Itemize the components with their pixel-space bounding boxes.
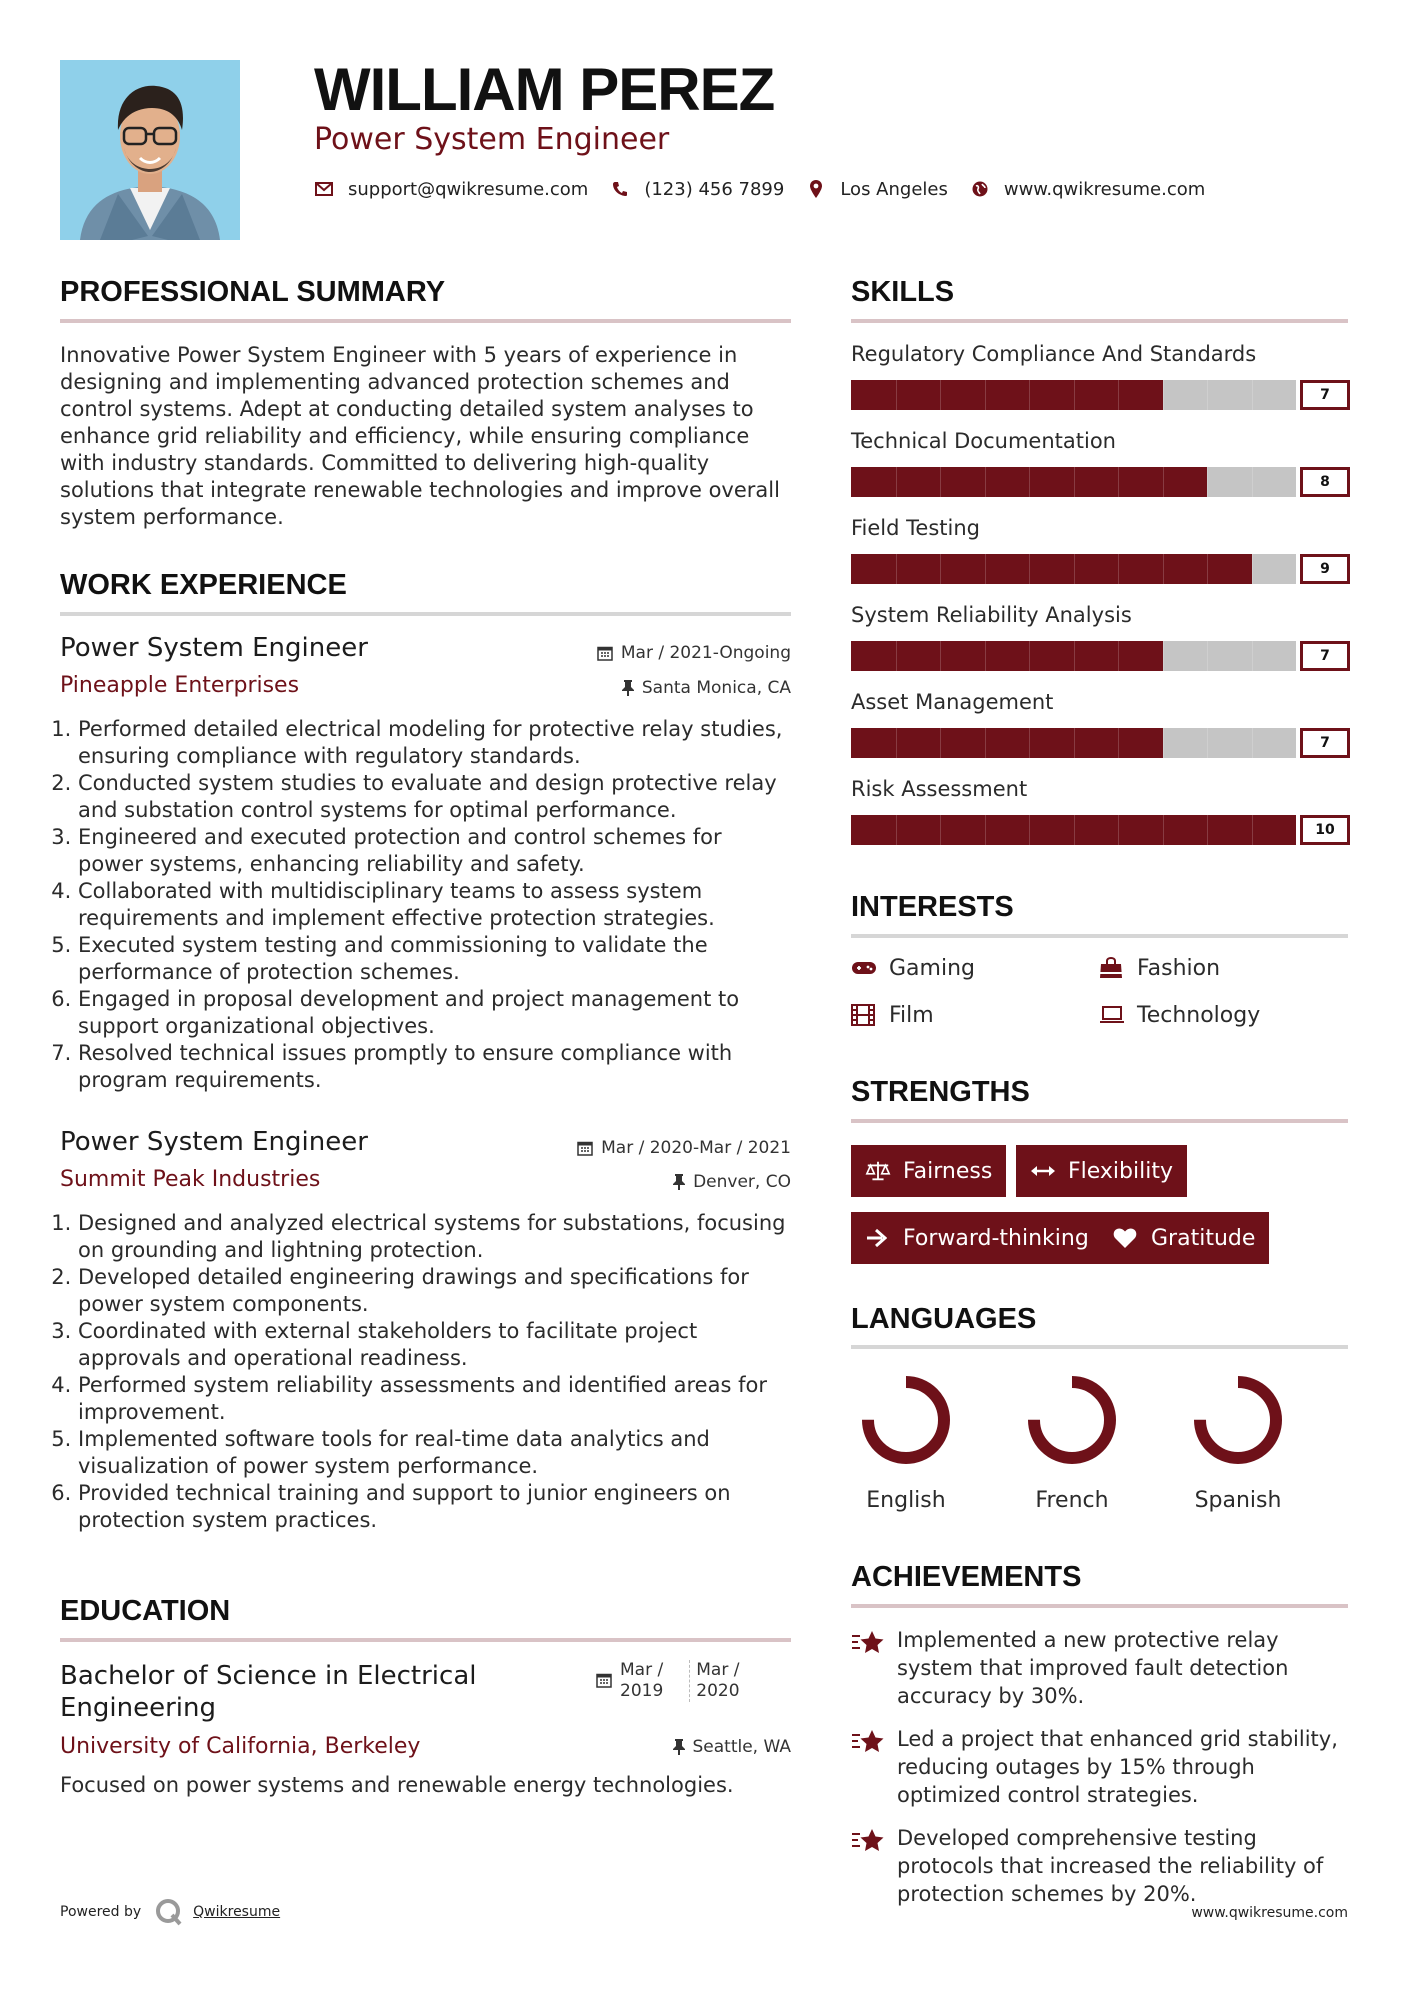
list-item: 1. Performed detailed electrical modeling for protective relay studies, ensuring compliance with regulatory standards. [78,716,791,770]
language-label: Spanish [1194,1488,1282,1513]
skill-bar-segment [896,641,897,671]
list-item: 2. Developed detailed engineering drawings and specifications for power system components. [78,1264,791,1318]
skill-bar-segment [1118,728,1119,758]
language-label: French [1035,1488,1109,1513]
interest-fashion [1099,953,1220,983]
skill-bar-segment [1074,380,1075,410]
contact-bar [314,176,1227,202]
skill-label: System Reliability Analysis [851,603,1132,627]
interest-label: Film [889,1002,934,1028]
skill-bar-segment [1029,815,1030,845]
job-1-location-text: Santa Monica, CA [641,678,791,698]
education-description: Focused on power systems and renewable energy technologies. [60,1773,734,1797]
list-item: 7. Resolved technical issues promptly to ensure compliance with program requirements. [78,1040,791,1094]
skill-bar-segment [1118,380,1119,410]
skill-bar-fill [851,728,1163,758]
interest-film [851,1000,934,1030]
language-level-arc [868,1382,944,1458]
skill-bar-segment [985,467,986,497]
skill-bar-segment [1118,467,1119,497]
candidate-name: WILLIAM PEREZ [314,56,775,123]
strength-forward-thinking [851,1212,1103,1264]
job-1-dates-text: Mar / 2021-Ongoing [620,643,791,663]
skill-bar-segment [940,641,941,671]
education-divider [60,1638,791,1642]
skill-bar-segment [940,554,941,584]
footer-powered-by [60,1898,280,1926]
achievements-divider [851,1604,1348,1608]
skill-bar [851,815,1296,845]
skill-bar-segment [1163,641,1164,671]
list-item: 6. Provided technical training and support to junior engineers on protection system practices. [78,1480,791,1534]
job-2-company: Summit Peak Industries [60,1167,321,1192]
list-item: 5. Executed system testing and commissioning to validate the performance of protection schemes. [78,932,791,986]
powered-by-label: Powered by [60,1904,142,1920]
skill-bar-segment [940,467,941,497]
skill-bar-fill [851,554,1252,584]
shopping-bag-icon [1099,957,1125,979]
skill-bar-segment [940,815,941,845]
languages-heading: LANGUAGES [851,1303,1037,1335]
education-start-line-2: 2019 [620,1681,664,1701]
pushpin-icon [622,680,634,696]
job-2-location-text: Denver, CO [693,1172,791,1192]
skill-bar-segment [1252,554,1253,584]
job-2-dates-text: Mar / 2020-Mar / 2021 [601,1138,791,1158]
skill-bar-segment [1074,467,1075,497]
contact-phone[interactable]: (123) 456 7899 [644,178,785,200]
education-dates [596,1660,740,1702]
skill-label: Regulatory Compliance And Standards [851,342,1257,366]
interest-technology [1099,1000,1260,1030]
skill-bar [851,728,1296,758]
achievement-item [851,1725,1342,1809]
skill-bar-segment [1118,641,1119,671]
summary-divider [60,319,791,323]
skill-bar-segment [1029,467,1030,497]
contact-website[interactable]: www.qwikresume.com [1003,178,1206,200]
skill-bar-segment [985,728,986,758]
candidate-title: Power System Engineer [314,122,670,157]
skill-bar-segment [1074,641,1075,671]
skill-bar-segment [1163,467,1164,497]
skill-label: Asset Management [851,690,1054,714]
skill-score: 10 [1300,815,1350,845]
envelope-icon [314,179,334,199]
language-item [1012,1370,1132,1513]
language-item [1178,1370,1298,1513]
pushpin-icon [673,1174,685,1190]
job-2-bullets [60,1210,791,1534]
strength-label: Flexibility [1068,1158,1173,1184]
language-label: English [866,1488,946,1513]
skill-bar [851,641,1296,671]
skill-bar-fill [851,380,1163,410]
job-1-bullets [60,716,791,1094]
contact-location: Los Angeles [840,178,948,200]
education-heading: EDUCATION [60,1595,231,1627]
skill-bar-segment [1207,641,1208,671]
list-item: 3. Coordinated with external stakeholders to facilitate project approvals and operational readiness. [78,1318,791,1372]
list-item: 2. Conducted system studies to evaluate and design protective relay and substation control systems for optimal performance. [78,770,791,824]
skill-bar-segment [1074,554,1075,584]
skill-bar-segment [1074,815,1075,845]
job-2-role: Power System Engineer [60,1127,368,1157]
language-level-arc [1034,1382,1110,1458]
strength-fairness [851,1145,1006,1197]
job-1-dates [500,642,791,664]
job-2-location [500,1171,791,1193]
skill-bar-segment [940,380,941,410]
skill-bar-segment [985,380,986,410]
skill-bar-segment [1029,641,1030,671]
profile-photo [60,60,240,240]
skill-bar-segment [1074,728,1075,758]
skill-label: Field Testing [851,516,980,540]
education-location [500,1736,791,1758]
skill-score: 7 [1300,728,1350,758]
skill-bar-segment [896,815,897,845]
qwikresume-logo-icon [155,1898,183,1926]
laptop-icon [1099,1004,1125,1026]
skill-bar-segment [1163,815,1164,845]
skill-bar-segment [1252,467,1253,497]
languages-divider [851,1345,1348,1349]
pushpin-icon [673,1739,685,1755]
education-end-line-2: 2020 [696,1681,740,1701]
skill-bar-segment [1118,815,1119,845]
list-item: 4. Collaborated with multidisciplinary teams to assess system requirements and implement effective protection strategies. [78,878,791,932]
education-location-text: Seattle, WA [692,1737,791,1757]
skill-bar-segment [1207,815,1208,845]
globe-icon [970,179,990,199]
skill-bar-segment [1207,467,1208,497]
skill-bar-segment [1163,554,1164,584]
strength-label: Forward-thinking [903,1225,1089,1251]
skill-score: 8 [1300,467,1350,497]
language-level-arc [1200,1382,1276,1458]
skill-bar-segment [1163,380,1164,410]
education-degree-line-2: Engineering [60,1693,216,1723]
skill-bar-segment [896,380,897,410]
calendar-icon [597,645,613,661]
education-end-line-1: Mar / [696,1660,740,1680]
strengths-heading: STRENGTHS [851,1076,1030,1108]
skill-bar [851,380,1296,410]
education-school: University of California, Berkeley [60,1734,421,1759]
summary-heading: PROFESSIONAL SUMMARY [60,276,446,308]
list-item: 4. Performed system reliability assessments and identified areas for improvement. [78,1372,791,1426]
language-item [846,1370,966,1513]
achievement-item [851,1626,1342,1710]
interest-gaming [851,953,975,983]
gamepad-icon [851,957,877,979]
job-2-dates [500,1137,791,1159]
job-1-location [500,677,791,699]
skill-bar-segment [1163,728,1164,758]
list-item: 5. Implemented software tools for real-time data analytics and visualization of power system performance. [78,1426,791,1480]
skill-score: 7 [1300,641,1350,671]
language-level-ring [1188,1370,1288,1470]
strength-gratitude [1099,1212,1269,1264]
skill-score: 7 [1300,380,1350,410]
skill-bar-segment [896,728,897,758]
skill-bar [851,554,1296,584]
skill-bar-segment [1252,815,1253,845]
language-level-ring [1022,1370,1122,1470]
achievement-text: Developed comprehensive testing protocols that increased the reliability of protection schemes by 20%. [897,1826,1324,1906]
list-item: 1. Designed and analyzed electrical systems for substations, focusing on grounding and lightning protection. [78,1210,791,1264]
skill-bar [851,467,1296,497]
achievement-text: Implemented a new protective relay system that improved fault detection accuracy by 30%. [897,1628,1289,1708]
skill-bar-fill [851,641,1163,671]
strength-flexibility [1016,1145,1187,1197]
education-degree [60,1660,500,1724]
interests-divider [851,934,1348,938]
experience-heading: WORK EXPERIENCE [60,569,347,601]
skill-bar-segment [896,554,897,584]
skill-bar-segment [1207,380,1208,410]
star-icon [851,1826,885,1856]
film-icon [851,1004,877,1026]
balance-scale-icon [865,1159,891,1183]
list-item: 3. Engineered and executed protection and control schemes for power systems, enhancing reliability and safety. [78,824,791,878]
job-1-role: Power System Engineer [60,633,368,663]
skill-bar-segment [1252,641,1253,671]
language-level-ring [856,1370,956,1470]
skill-bar-segment [1252,380,1253,410]
skill-bar-segment [985,554,986,584]
star-icon [851,1727,885,1757]
calendar-icon [596,1672,612,1688]
skill-bar-segment [1118,554,1119,584]
summary-text: Innovative Power System Engineer with 5 years of experience in designing and implementing advanced protection schemes and control systems. Adept at conducting detailed system analyses to enhance grid reliability and efficiency, while ensuring compliance with industry standards. Committed to delivering high-quality solutions that integrate renewable technologies and improve overall system performance. [60,343,780,529]
achievement-item [851,1824,1342,1908]
contact-email[interactable]: support@qwikresume.com [348,178,589,200]
footer-website[interactable]: www.qwikresume.com [1191,1905,1348,1921]
star-icon [851,1628,885,1658]
skill-label: Risk Assessment [851,777,1028,801]
map-marker-icon [806,179,826,199]
strength-label: Gratitude [1151,1225,1256,1251]
skill-bar-segment [1029,380,1030,410]
skill-bar-segment [985,815,986,845]
skills-divider [851,319,1348,323]
arrow-right-icon [865,1226,891,1250]
skill-bar-segment [896,467,897,497]
strengths-divider [851,1119,1348,1123]
achievements-heading: ACHIEVEMENTS [851,1561,1082,1593]
skill-bar-segment [1207,728,1208,758]
skill-bar-segment [1207,554,1208,584]
phone-icon [610,179,630,199]
job-1-company: Pineapple Enterprises [60,673,300,698]
achievement-text: Led a project that enhanced grid stability, reducing outages by 15% through optimized control strategies. [897,1727,1338,1807]
list-item: 6. Engaged in proposal development and project management to support organizational objectives. [78,986,791,1040]
skill-bar-segment [985,641,986,671]
education-start-line-1: Mar / [620,1660,664,1680]
skill-bar-segment [940,728,941,758]
heart-icon [1113,1226,1139,1250]
skill-score: 9 [1300,554,1350,584]
skill-label: Technical Documentation [851,429,1116,453]
skill-bar-segment [1029,728,1030,758]
experience-divider [60,612,791,616]
calendar-icon [577,1140,593,1156]
interest-label: Fashion [1137,955,1221,981]
interest-label: Technology [1137,1002,1261,1028]
interests-heading: INTERESTS [851,891,1014,923]
skill-bar-segment [1252,728,1253,758]
brand-link[interactable]: Qwikresume [193,1904,281,1920]
skill-bar-segment [1029,554,1030,584]
education-degree-line-1: Bachelor of Science in Electrical [60,1661,477,1691]
arrows-horizontal-icon [1030,1159,1056,1183]
strength-label: Fairness [903,1158,993,1184]
interest-label: Gaming [889,955,975,981]
skills-heading: SKILLS [851,276,955,308]
